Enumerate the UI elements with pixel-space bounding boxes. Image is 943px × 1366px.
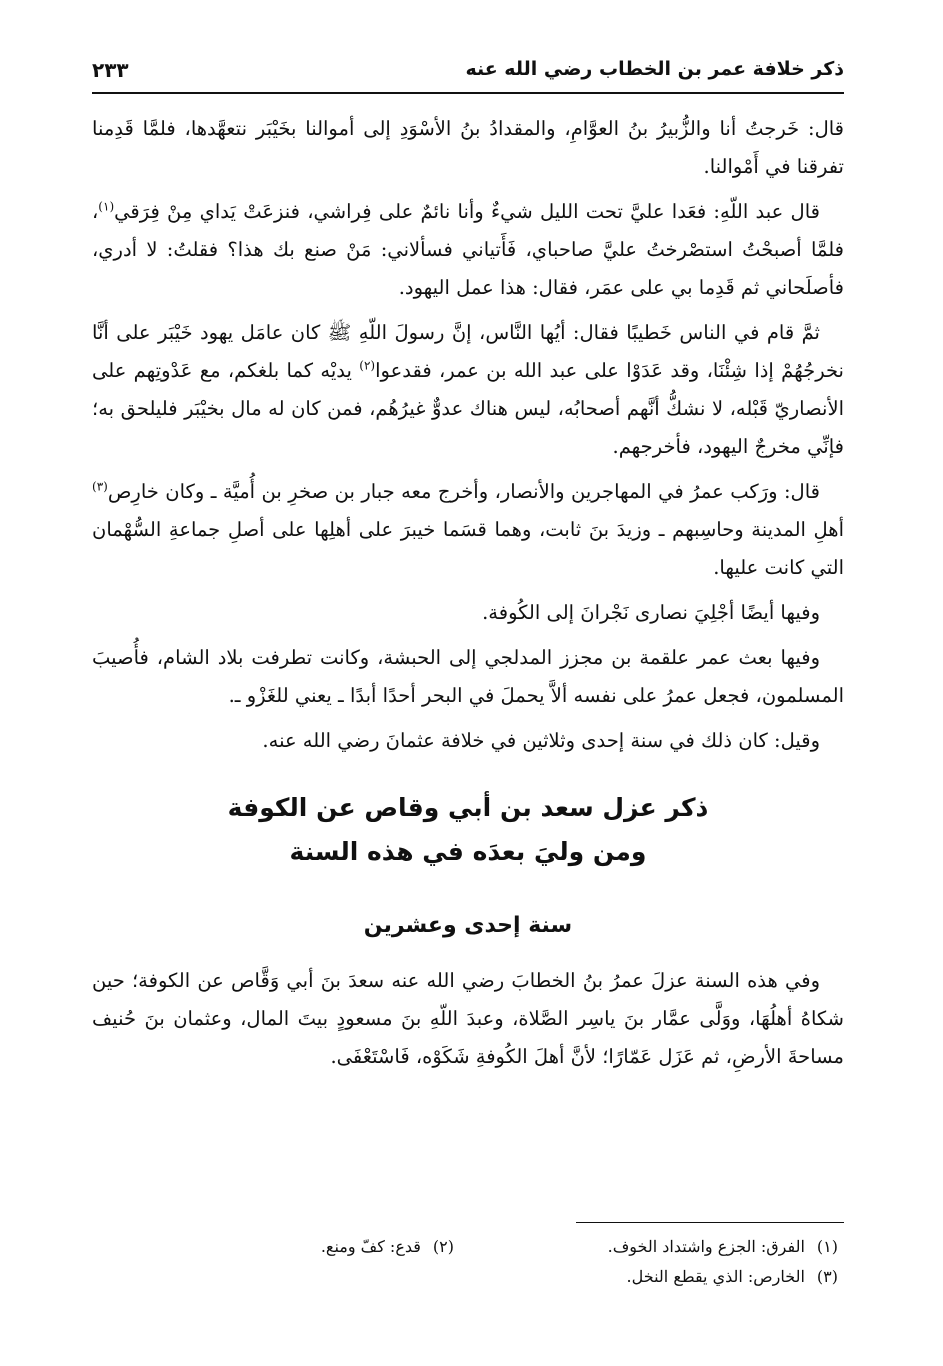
body-text [92,110,844,760]
paragraph-1: قال: خَرجتُ أنا والزُّبيرُ بنُ العوَّامِ، والمقدادُ بنُ الأسْوَدِ إلى أموالنا بخَيْبَر نتعهَّدها، فلمَّا قَدِمنا تفرقنا في أَمْوالنا. [92,117,844,178]
footnote-3 [627,1262,838,1292]
footnote-ref-1[interactable]: (١) [98,199,115,214]
footnote-3-number: (٣) [816,1267,838,1286]
book-page [92,52,844,1286]
running-title: ذكر خلافة عمر بن الخطاب رضي الله عنه [465,58,844,80]
page-number: ٢٣٣ [92,58,129,82]
footnote-ref-3[interactable]: (٣) [92,479,108,494]
footnote-row-1 [92,1232,844,1262]
footnote-ref-2[interactable]: (٢) [359,358,376,373]
year-heading: سنة إحدى وعشرين [363,913,573,938]
section-heading-line-1: ذكر عزل سعد بن أبي وقاص عن الكوفة [227,793,709,822]
footnote-divider [576,1222,844,1223]
paragraph-4 [92,473,844,587]
footnotes [92,1232,844,1292]
paragraph-6: وفيها بعث عمر علقمة بن مجزز المدلجي إلى الحبشة، وكانت تطرفت بلاد الشام، فأُصيبَ المسلمون، فجعل عمرُ على نفسه ألاَّ يحملَ في البحر أحدًا أبدًا ـ يعني للغَزْو ـ. [92,646,844,707]
footnote-2 [321,1232,454,1262]
running-header [92,52,844,94]
section-heading-line-2: ومن وليَ بعدَه في هذه السنة [289,837,647,866]
paragraph-3 [92,314,844,466]
paragraph-3-part-a: ثمَّ قام في الناس خَطيبًا فقال: أيُها النَّاس، إنَّ رسولَ اللّهِ ﷺ كان عامَل يهود خَيْبَر على أنَّا نخرجُهُمْ إذا شِئْنَا، وقد عَدَوْا على عبد الله بن عمر، فقدعوا [92,321,844,382]
paragraph-2-part-b: ، فلمَّا أصبحْتُ استصْرختُ عليَّ صاحباي، فَأَتياني فسألاني: مَنْ صنع بك هذا؟ فقلتُ: لا أدري، فأصلَحاني ثم قَدِما بي على عمَر، فقال: هذا عمل اليهود. [92,200,844,299]
paragraph-2 [92,193,844,307]
paragraph-2-part-a: قال عبد اللّهِ: فعَدا عليَّ تحت الليل شيءٌ وأنا نائمٌ على فِراشي، فنزعَتْ يَداي مِنْ فِرَقي [114,200,820,223]
paragraph-4-part-a: قال: ورَكب عمرُ في المهاجرين والأنصار، وأخرج معه جبار بن صخرِ بن أُميَّة ـ وكان خارِص [107,480,820,503]
paragraph-4-part-b: أهلِ المدينة وحاسِبهم ـ وزيدَ بنَ ثابت، وهما قسَما خيبرَ على أهلِها على أصلِ جماعةِ السُّهْمان التي كانت عليها. [92,518,844,579]
footnote-2-text: قدع: كفّ ومنع. [320,1237,421,1256]
paragraph-7: وقيل: كان ذلك في سنة إحدى وثلاثين في خلافة عثمانَ رضي الله عنه. [262,729,820,752]
footnote-3-text: الخارص: الذي يقطع النخل. [626,1267,805,1286]
footnote-1-text: الفرق: الجزع واشتداد الخوف. [607,1237,805,1256]
footnote-1-number: (١) [816,1237,838,1256]
paragraph-5: وفيها أيضًا أجْلِيَ نصارى نَجْرانَ إلى الكُوفة. [482,601,820,624]
footnote-2-number: (٢) [432,1237,454,1256]
footnote-row-2 [92,1262,844,1292]
paragraph-8: وفي هذه السنة عزلَ عمرُ بنُ الخطابَ رضي الله عنه سعدَ بنَ أبي وَقَّاص عن الكوفة؛ حين شكاهُ أهلُهَا، ووَلَّى عمَّار بنَ ياسِر الصَّلاة، وعبدَ اللّهِ بنَ مسعودٍ بيتَ المال، وعثمان بنَ حُنيف مساحةَ الأرضِ، ثم عَزَل عَمّارًا؛ لأنَّ أهلَ الكُوفةِ شَكَوْه، فَاسْتَعْفَى. [92,969,844,1068]
footnote-1 [608,1232,838,1262]
paragraph-3-part-b: يديْه كما بلغكم، مع عَدْوتِهم على الأنصاريّ قَبْله، لا نشكُّ أنَّهم أصحابُه، ليس هناك عدوٌّ غيرُهُم، فمن كان له مال بخيْبَر فليلحق به؛ فإنِّي مخرجٌ اليهود، فأخرجهم. [92,359,844,458]
section-heading [92,786,844,874]
